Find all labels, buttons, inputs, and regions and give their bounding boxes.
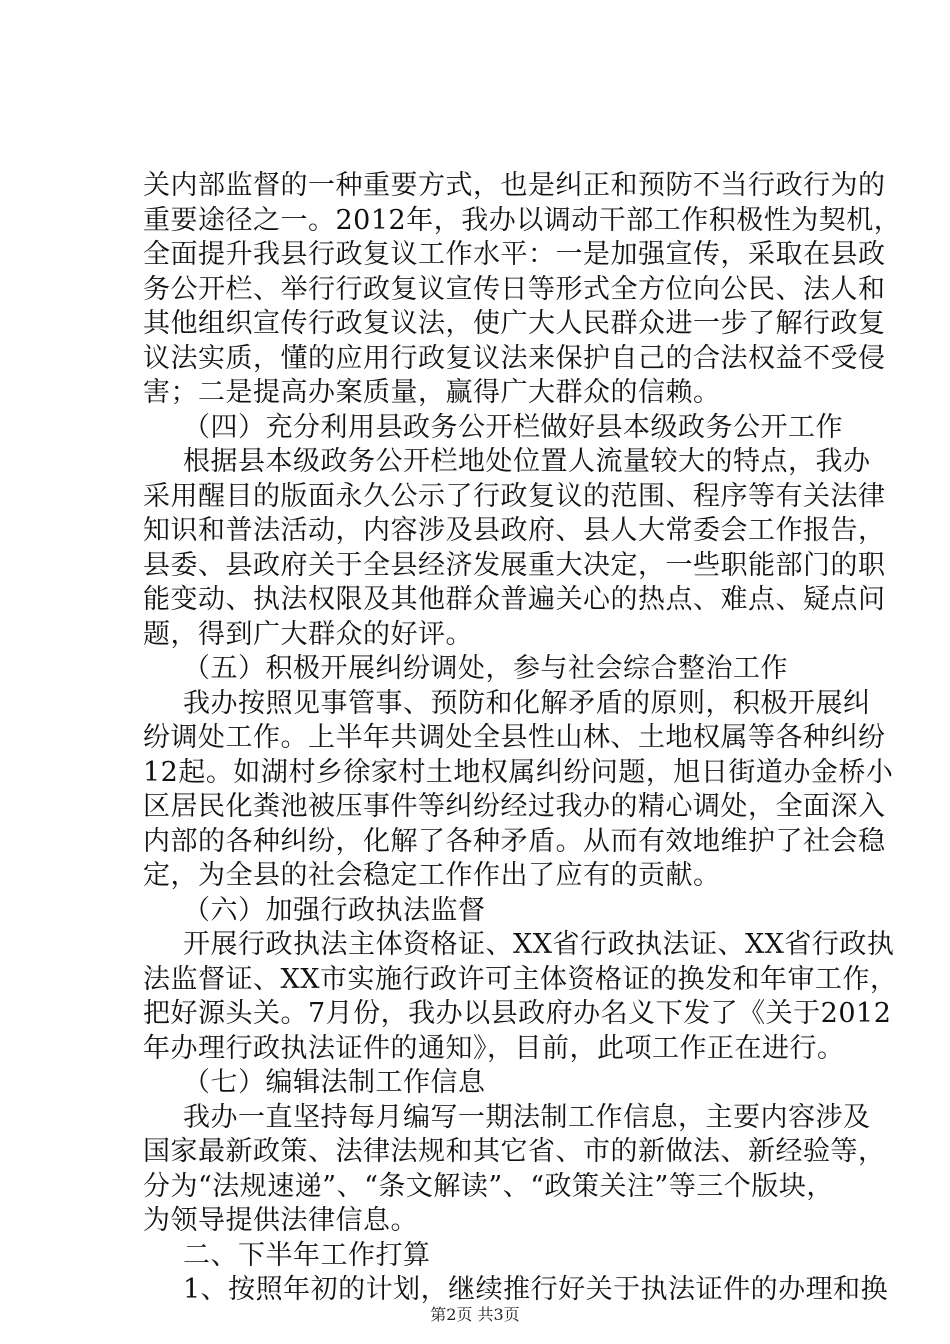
text-line: 议法实质，懂的应用行政复议法来保护自己的合法权益不受侵 (143, 342, 886, 374)
text-line: 分为“法规速递”、“条文解读”、“政策关注”等三个版块， (143, 1170, 834, 1202)
text-line: 害；二是提高办案质量，赢得广大群众的信赖。 (143, 377, 721, 408)
text-line: 其他组织宣传行政复议法，使广大人民群众进一步了解行政复 (143, 308, 886, 339)
text-line: 采用醒目的版面永久公示了行政复议的范围、程序等有关法律 (143, 480, 886, 512)
document-body (143, 169, 902, 1308)
text-line: 年办理行政执法证件的通知》，目前，此项工作正在进行。 (143, 1032, 845, 1064)
text-line: 把好源头关。7月份，我办以县政府办名义下发了《关于2012 (143, 998, 892, 1029)
text-line: 内部的各种纠纷，化解了各种矛盾。从而有效地维护了社会稳 (143, 825, 886, 857)
section-heading: （四）充分利用县政务公开栏做好县本级政务公开工作 (183, 411, 843, 443)
text-line: 区居民化粪池被压事件等纠纷经过我办的精心调处，全面深入 (143, 791, 886, 822)
text-line: 题，得到广大群众的好评。 (143, 618, 473, 650)
text-line: 我办按照见事管事、预防和化解矛盾的原则，积极开展纠 (183, 687, 871, 719)
text-line: 定，为全县的社会稳定工作作出了应有的贡献。 (143, 860, 721, 891)
text-line: 开展行政执法主体资格证、XX省行政执法证、XX省行政执 (183, 929, 895, 960)
text-line: 纷调处工作。上半年共调处全县性山林、土地权属等各种纠纷 (143, 722, 886, 753)
text-line: 能变动、执法权限及其他群众普遍关心的热点、难点、疑点问 (143, 584, 886, 615)
text-line: 1、按照年初的计划，继续推行好关于执法证件的办理和换 (183, 1274, 889, 1305)
text-line: 关内部监督的一种重要方式，也是纠正和预防不当行政行为的 (143, 170, 886, 201)
section-heading: （七）编辑法制工作信息 (183, 1067, 486, 1098)
text-line: 法监督证、XX市实施行政许可主体资格证的换发和年审工作， (143, 963, 898, 995)
text-line: 12起。如湖村乡徐家村土地权属纠纷问题，旭日街道办金桥小 (143, 756, 894, 788)
text-line: 知识和普法活动，内容涉及县政府、县人大常委会工作报告， (143, 515, 886, 546)
section-heading: 二、下半年工作打算 (183, 1239, 431, 1271)
text-line: 我办一直坚持每月编写一期法制工作信息，主要内容涉及 (183, 1101, 871, 1133)
text-line: 为领导提供法律信息。 (143, 1205, 418, 1236)
section-heading: （六）加强行政执法监督 (183, 894, 486, 926)
text-line: 全面提升我县行政复议工作水平：一是加强宣传，采取在县政 (143, 239, 886, 270)
text-line: 国家最新政策、法律法规和其它省、市的新做法、新经验等， (143, 1136, 886, 1167)
text-line: 重要途径之一。2012年，我办以调动干部工作积极性为契机， (143, 204, 902, 236)
text-line: 县委、县政府关于全县经济发展重大决定，一些职能部门的职 (143, 549, 886, 581)
text-line: 务公开栏、举行行政复议宣传日等形式全方位向公民、法人和 (143, 273, 886, 305)
section-heading: （五）积极开展纠纷调处，参与社会综合整治工作 (183, 653, 788, 684)
page-footer: 第2页 共3页 (430, 1305, 520, 1324)
text-line: 根据县本级政务公开栏地处位置人流量较大的特点，我办 (183, 446, 871, 477)
